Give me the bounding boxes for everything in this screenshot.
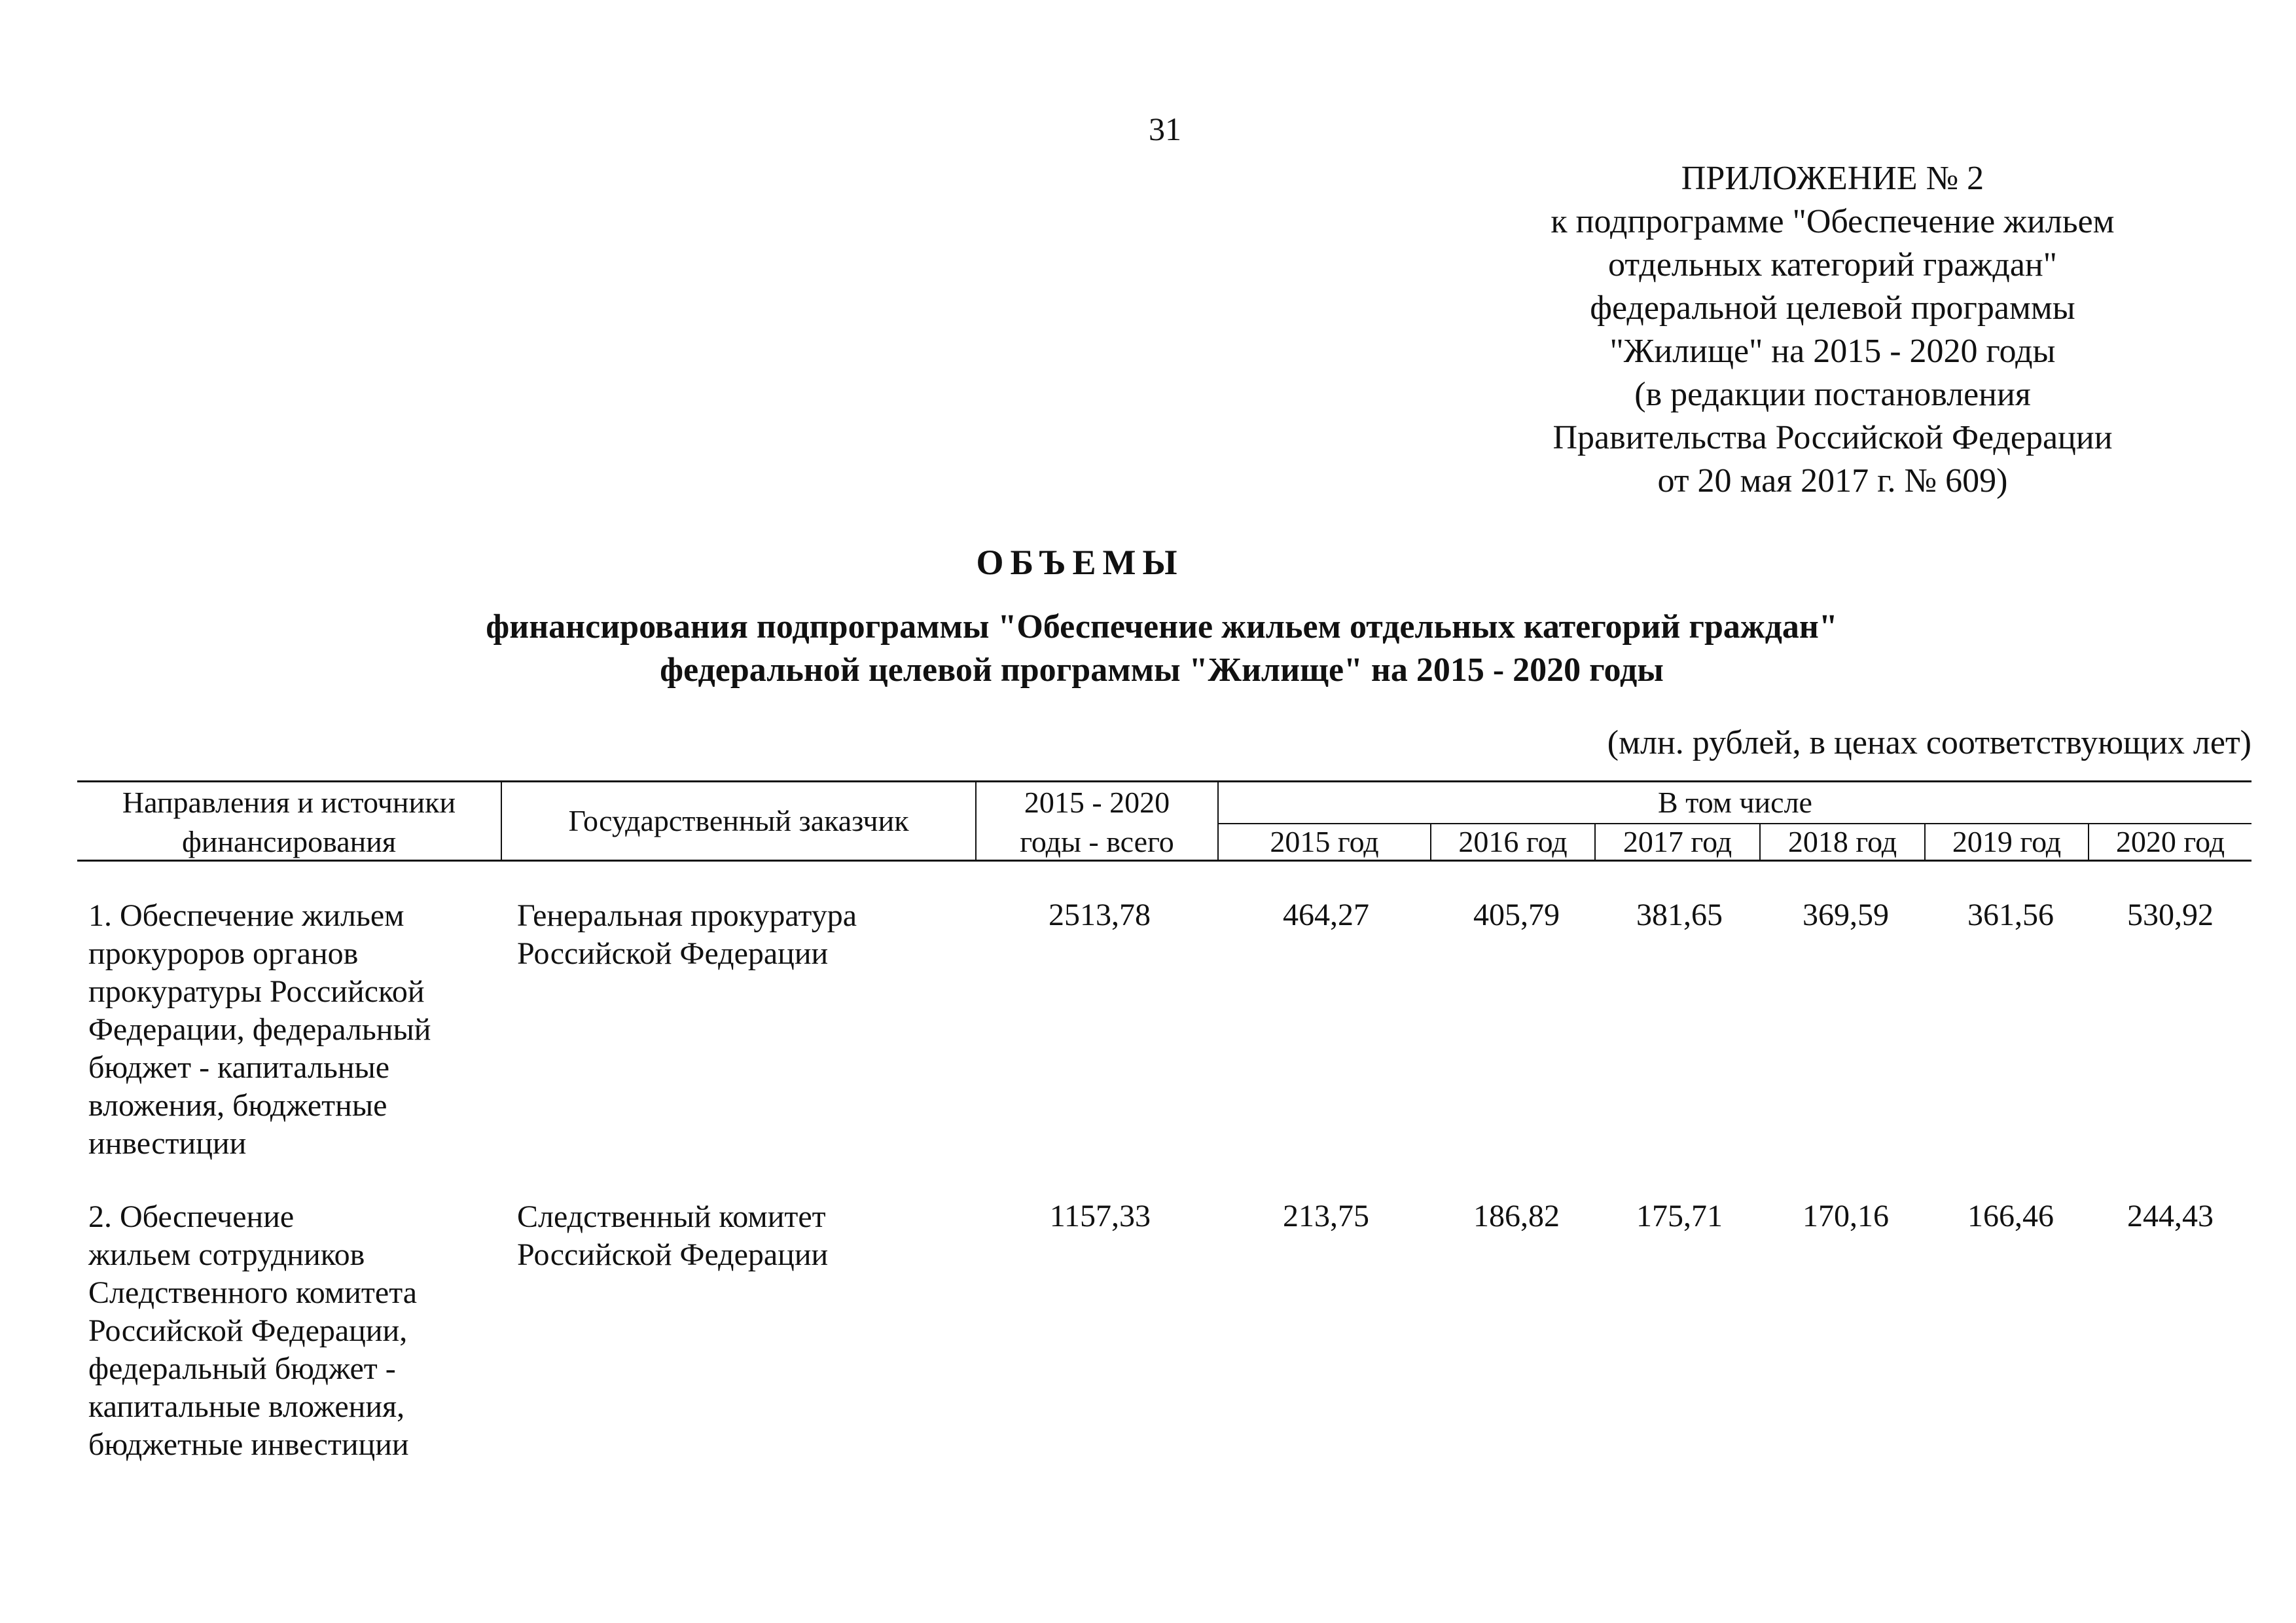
row-total: 2513,78 — [1049, 898, 1151, 932]
row-direction-line: Российской Федерации, — [88, 1313, 408, 1348]
document-title: ОБЪЕМЫ — [976, 543, 1184, 582]
header-total — [977, 783, 1217, 862]
header-year: 2015 год — [1270, 825, 1379, 858]
row-direction-line: федеральный бюджет - — [88, 1351, 396, 1386]
row-customer — [517, 1198, 969, 1274]
row-direction-line: 2. Обеспечение — [88, 1199, 295, 1234]
appendix-line: ПРИЛОЖЕНИЕ № 2 — [1681, 160, 1984, 197]
header-customer: Государственный заказчик — [568, 804, 909, 837]
row-year-value: 166,46 — [1967, 1199, 2054, 1233]
row-direction-line: прокуроров органов — [88, 936, 359, 971]
header-including: В том числе — [1658, 786, 1812, 819]
row-direction-line: Федерации, федеральный — [88, 1012, 431, 1047]
appendix-line: отдельных категорий граждан" — [1608, 246, 2057, 283]
row-direction-line: жильем сотрудников — [88, 1237, 365, 1272]
row-year-value: 213,75 — [1283, 1199, 1369, 1233]
row-direction — [88, 897, 494, 1163]
row-year-value: 244,43 — [2127, 1199, 2214, 1233]
row-direction-line: 1. Обеспечение жильем — [88, 898, 404, 933]
row-direction-line: вложения, бюджетные — [88, 1088, 387, 1123]
row-customer — [517, 897, 969, 973]
appendix-line: (в редакции постановления — [1634, 376, 2031, 413]
row-direction-line: капитальные вложения, — [88, 1389, 405, 1424]
row-year-value: 361,56 — [1967, 898, 2054, 932]
row-customer-line: Следственный комитет — [517, 1199, 826, 1234]
row-customer-line: Российской Федерации — [517, 1237, 829, 1272]
row-year-value: 186,82 — [1473, 1199, 1560, 1233]
appendix-line: Правительства Российской Федерации — [1552, 419, 2113, 456]
subtitle-line: федеральной целевой программы "Жилище" на 2015 - 2020 годы — [660, 651, 1664, 689]
appendix-block — [1440, 157, 2225, 503]
row-year-value: 464,27 — [1283, 898, 1369, 932]
header-total-line: 2015 - 2020 — [1024, 786, 1170, 819]
row-year-value: 170,16 — [1803, 1199, 1889, 1233]
header-total-line: годы - всего — [1020, 825, 1174, 858]
header-year: 2018 год — [1787, 825, 1897, 858]
header-direction-line: Направления и источники — [122, 786, 456, 819]
row-year-value: 175,71 — [1636, 1199, 1723, 1233]
table-top-rule — [77, 780, 2251, 782]
row-year-value: 530,92 — [2127, 898, 2214, 932]
row-year-value: 369,59 — [1803, 898, 1889, 932]
header-year: 2016 год — [1458, 825, 1568, 858]
row-direction-line: бюджет - капитальные — [88, 1050, 390, 1085]
row-customer-line: Российской Федерации — [517, 936, 829, 971]
appendix-line: к подпрограмме "Обеспечение жильем — [1551, 203, 2115, 240]
header-year: 2019 год — [1952, 825, 2062, 858]
header-direction — [77, 783, 501, 862]
document-subtitle — [262, 606, 2062, 692]
header-direction-line: финансирования — [181, 825, 397, 858]
appendix-line: "Жилище" на 2015 - 2020 годы — [1609, 333, 2056, 370]
units-note: (млн. рублей, в ценах соответствующих лет) — [1607, 724, 2251, 761]
row-total: 1157,33 — [1049, 1199, 1151, 1233]
row-direction-line: прокуратуры Российской — [88, 974, 425, 1009]
page-number: 31 — [1149, 111, 1181, 147]
row-customer-line: Генеральная прокуратура — [517, 898, 857, 933]
row-direction-line: Следственного комитета — [88, 1275, 418, 1310]
row-direction-line: инвестиции — [88, 1126, 247, 1161]
subtitle-line: финансирования подпрограммы "Обеспечение жильем отдельных категорий граждан" — [486, 608, 1838, 646]
row-year-value: 405,79 — [1473, 898, 1560, 932]
row-direction-line: бюджетные инвестиции — [88, 1427, 409, 1462]
header-year: 2017 год — [1623, 825, 1732, 858]
appendix-line: от 20 мая 2017 г. № 609) — [1657, 462, 2008, 500]
appendix-line: федеральной целевой программы — [1590, 289, 2075, 327]
row-direction — [88, 1198, 494, 1464]
row-year-value: 381,65 — [1636, 898, 1723, 932]
header-year: 2020 год — [2115, 825, 2225, 858]
